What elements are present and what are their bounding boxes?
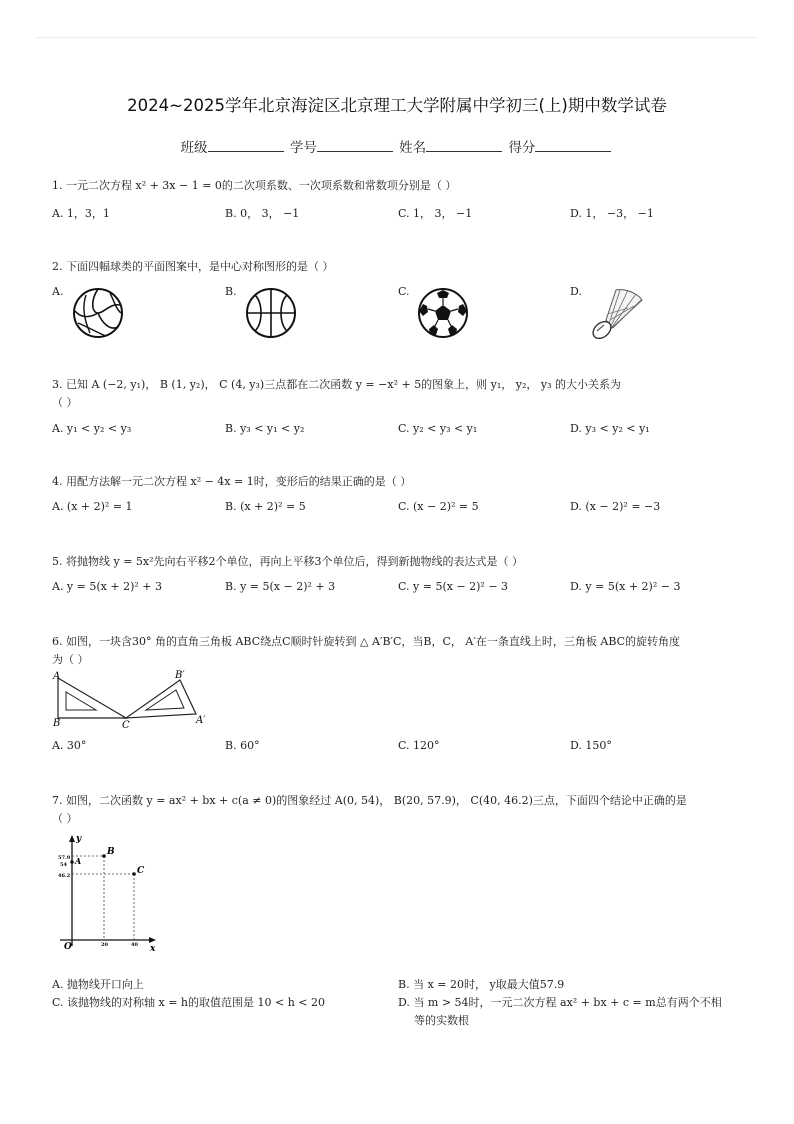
question-7-options-row2 — [52, 994, 752, 1012]
q4-option-a[interactable]: A. (x + 2)² = 1 — [52, 500, 133, 513]
q5-option-c[interactable]: C. y = 5(x − 2)² − 3 — [398, 580, 509, 593]
q1-option-d[interactable]: D. 1， −3， −1 — [570, 207, 654, 220]
soccer-ball-icon[interactable] — [415, 287, 471, 339]
q7-tick-40: 40 — [131, 942, 138, 948]
q4-option-c[interactable]: C. (x − 2)² = 5 — [398, 500, 479, 513]
page-title: 2024~2025学年北京海淀区北京理工大学附属中学初三(上)期中数学试卷 — [127, 96, 667, 115]
q7-axis-x-label: x — [150, 944, 156, 954]
q6-label-a-prime: A′ — [196, 715, 206, 726]
score-label: 得分 — [508, 140, 536, 156]
q6-option-b[interactable]: B. 60° — [225, 739, 260, 752]
q7-label-b: B — [107, 847, 115, 857]
q6-label-c: C — [122, 720, 130, 730]
q2-option-b[interactable]: B. — [225, 285, 237, 298]
volleyball-icon[interactable] — [70, 287, 126, 339]
q7-point-c — [132, 872, 136, 876]
q2-option-c[interactable]: C. — [398, 285, 410, 298]
question-3-options — [52, 422, 752, 440]
question-5-options — [52, 580, 752, 598]
header-rule — [36, 37, 758, 38]
q3-option-a[interactable]: A. y₁ < y₂ < y₃ — [52, 422, 132, 435]
question-1-stem: 1. 一元二次方程 x² + 3x − 1 = 0的二次项系数、一次项系数和常数项分别是（ ） — [52, 179, 457, 192]
id-label: 学号 — [289, 140, 317, 156]
question-3-blank: （ ） — [52, 396, 78, 409]
shuttlecock-icon[interactable] — [586, 284, 646, 340]
q7-tick-46-2: 46.2 — [58, 873, 71, 879]
question-7-options-row3 — [52, 1012, 752, 1030]
question-7-options-row1 — [52, 976, 752, 994]
basketball-icon[interactable] — [243, 287, 299, 339]
q6-option-c[interactable]: C. 120° — [398, 739, 440, 752]
q7-label-a: A — [75, 856, 82, 866]
q6-option-d[interactable]: D. 150° — [570, 739, 612, 752]
question-5-stem: 5. 将抛物线 y = 5x²先向右平移2个单位，再向上平移3个单位后，得到新抛物线的表达式是（ ） — [52, 555, 524, 568]
q6-option-a[interactable]: A. 30° — [52, 739, 87, 752]
q7-coordinate-figure — [56, 832, 160, 954]
name-label: 姓名 — [399, 140, 427, 156]
q7-tick-20: 20 — [101, 942, 108, 948]
q7-option-d-continued: 等的实数根 — [414, 1014, 469, 1027]
q7-option-b[interactable]: B. 当 x = 20时， y取最大值57.9 — [398, 978, 565, 991]
q2-option-a[interactable]: A. — [52, 285, 64, 298]
q2-option-d[interactable]: D. — [570, 285, 582, 298]
class-label: 班级 — [180, 140, 208, 156]
question-4-stem: 4. 用配方法解一元二次方程 x² − 4x = 1时，变形后的结果正确的是（ ） — [52, 475, 412, 488]
q5-option-b[interactable]: B. y = 5(x − 2)² + 3 — [225, 580, 336, 593]
q6-triangle-figure — [50, 668, 212, 730]
question-6-options — [52, 739, 752, 757]
q5-option-a[interactable]: A. y = 5(x + 2)² + 3 — [52, 580, 162, 593]
q6-label-b: B — [53, 718, 61, 729]
q1-option-a[interactable]: A. 1，3，1 — [52, 207, 110, 220]
student-info-line — [0, 136, 794, 156]
question-6-stem: 6. 如图，一块含30° 角的直角三角板 ABC绕点C顺时针旋转到 △ A′B′C，当B，C， A′在一条直线上时，三角板 ABC的旋转角度 — [52, 635, 681, 648]
q6-label-b-prime: B′ — [175, 670, 185, 681]
question-4-options — [52, 500, 752, 518]
score-blank[interactable] — [535, 139, 611, 152]
id-blank[interactable] — [317, 139, 393, 152]
q7-tick-54: 54 — [60, 862, 67, 868]
question-1-options — [52, 205, 752, 223]
question-6-blank: 为（ ） — [52, 653, 89, 666]
q7-option-a[interactable]: A. 抛物线开口向上 — [52, 978, 144, 991]
name-blank[interactable] — [426, 139, 502, 152]
q7-label-c: C — [137, 866, 145, 876]
q3-option-c[interactable]: C. y₂ < y₃ < y₁ — [398, 422, 478, 435]
class-blank[interactable] — [208, 139, 284, 152]
q7-point-b — [102, 854, 106, 858]
question-7-blank: （ ） — [52, 812, 78, 825]
question-3-stem: 3. 已知 A (−2, y₁)， B (1, y₂)， C (4, y₃)三点都在二次函数 y = −x² + 5的图象上，则 y₁， y₂， y₃ 的大小关系为 — [52, 378, 622, 391]
q3-option-d[interactable]: D. y₃ < y₂ < y₁ — [570, 422, 650, 435]
q7-tick-57-9: 57.9 — [58, 855, 71, 861]
q7-point-a — [70, 860, 74, 864]
q7-option-c[interactable]: C. 该抛物线的对称轴 x = h的取值范围是 10 < h < 20 — [52, 996, 326, 1009]
q4-option-d[interactable]: D. (x − 2)² = −3 — [570, 500, 661, 513]
question-2-labels — [52, 285, 752, 303]
q5-option-d[interactable]: D. y = 5(x + 2)² − 3 — [570, 580, 681, 593]
q1-option-c[interactable]: C. 1， 3， −1 — [398, 207, 473, 220]
q7-option-d[interactable]: D. 当 m > 54时，一元二次方程 ax² + bx + c = m总有两个不相 — [398, 996, 722, 1009]
q1-option-b[interactable]: B. 0， 3， −1 — [225, 207, 300, 220]
q6-label-a: A — [53, 671, 61, 682]
question-2-stem: 2. 下面四幅球类的平面图案中，是中心对称图形的是（ ） — [52, 260, 334, 273]
q4-option-b[interactable]: B. (x + 2)² = 5 — [225, 500, 306, 513]
question-7-stem: 7. 如图，二次函数 y = ax² + bx + c(a ≠ 0)的图象经过 A(0, 54)， B(20, 57.9)， C(40, 46.2)三点，下面四个结论中正确的是 — [52, 794, 687, 807]
q3-option-b[interactable]: B. y₃ < y₁ < y₂ — [225, 422, 305, 435]
q7-axis-y-label: y — [76, 834, 82, 844]
q7-origin-label: O — [64, 942, 72, 952]
